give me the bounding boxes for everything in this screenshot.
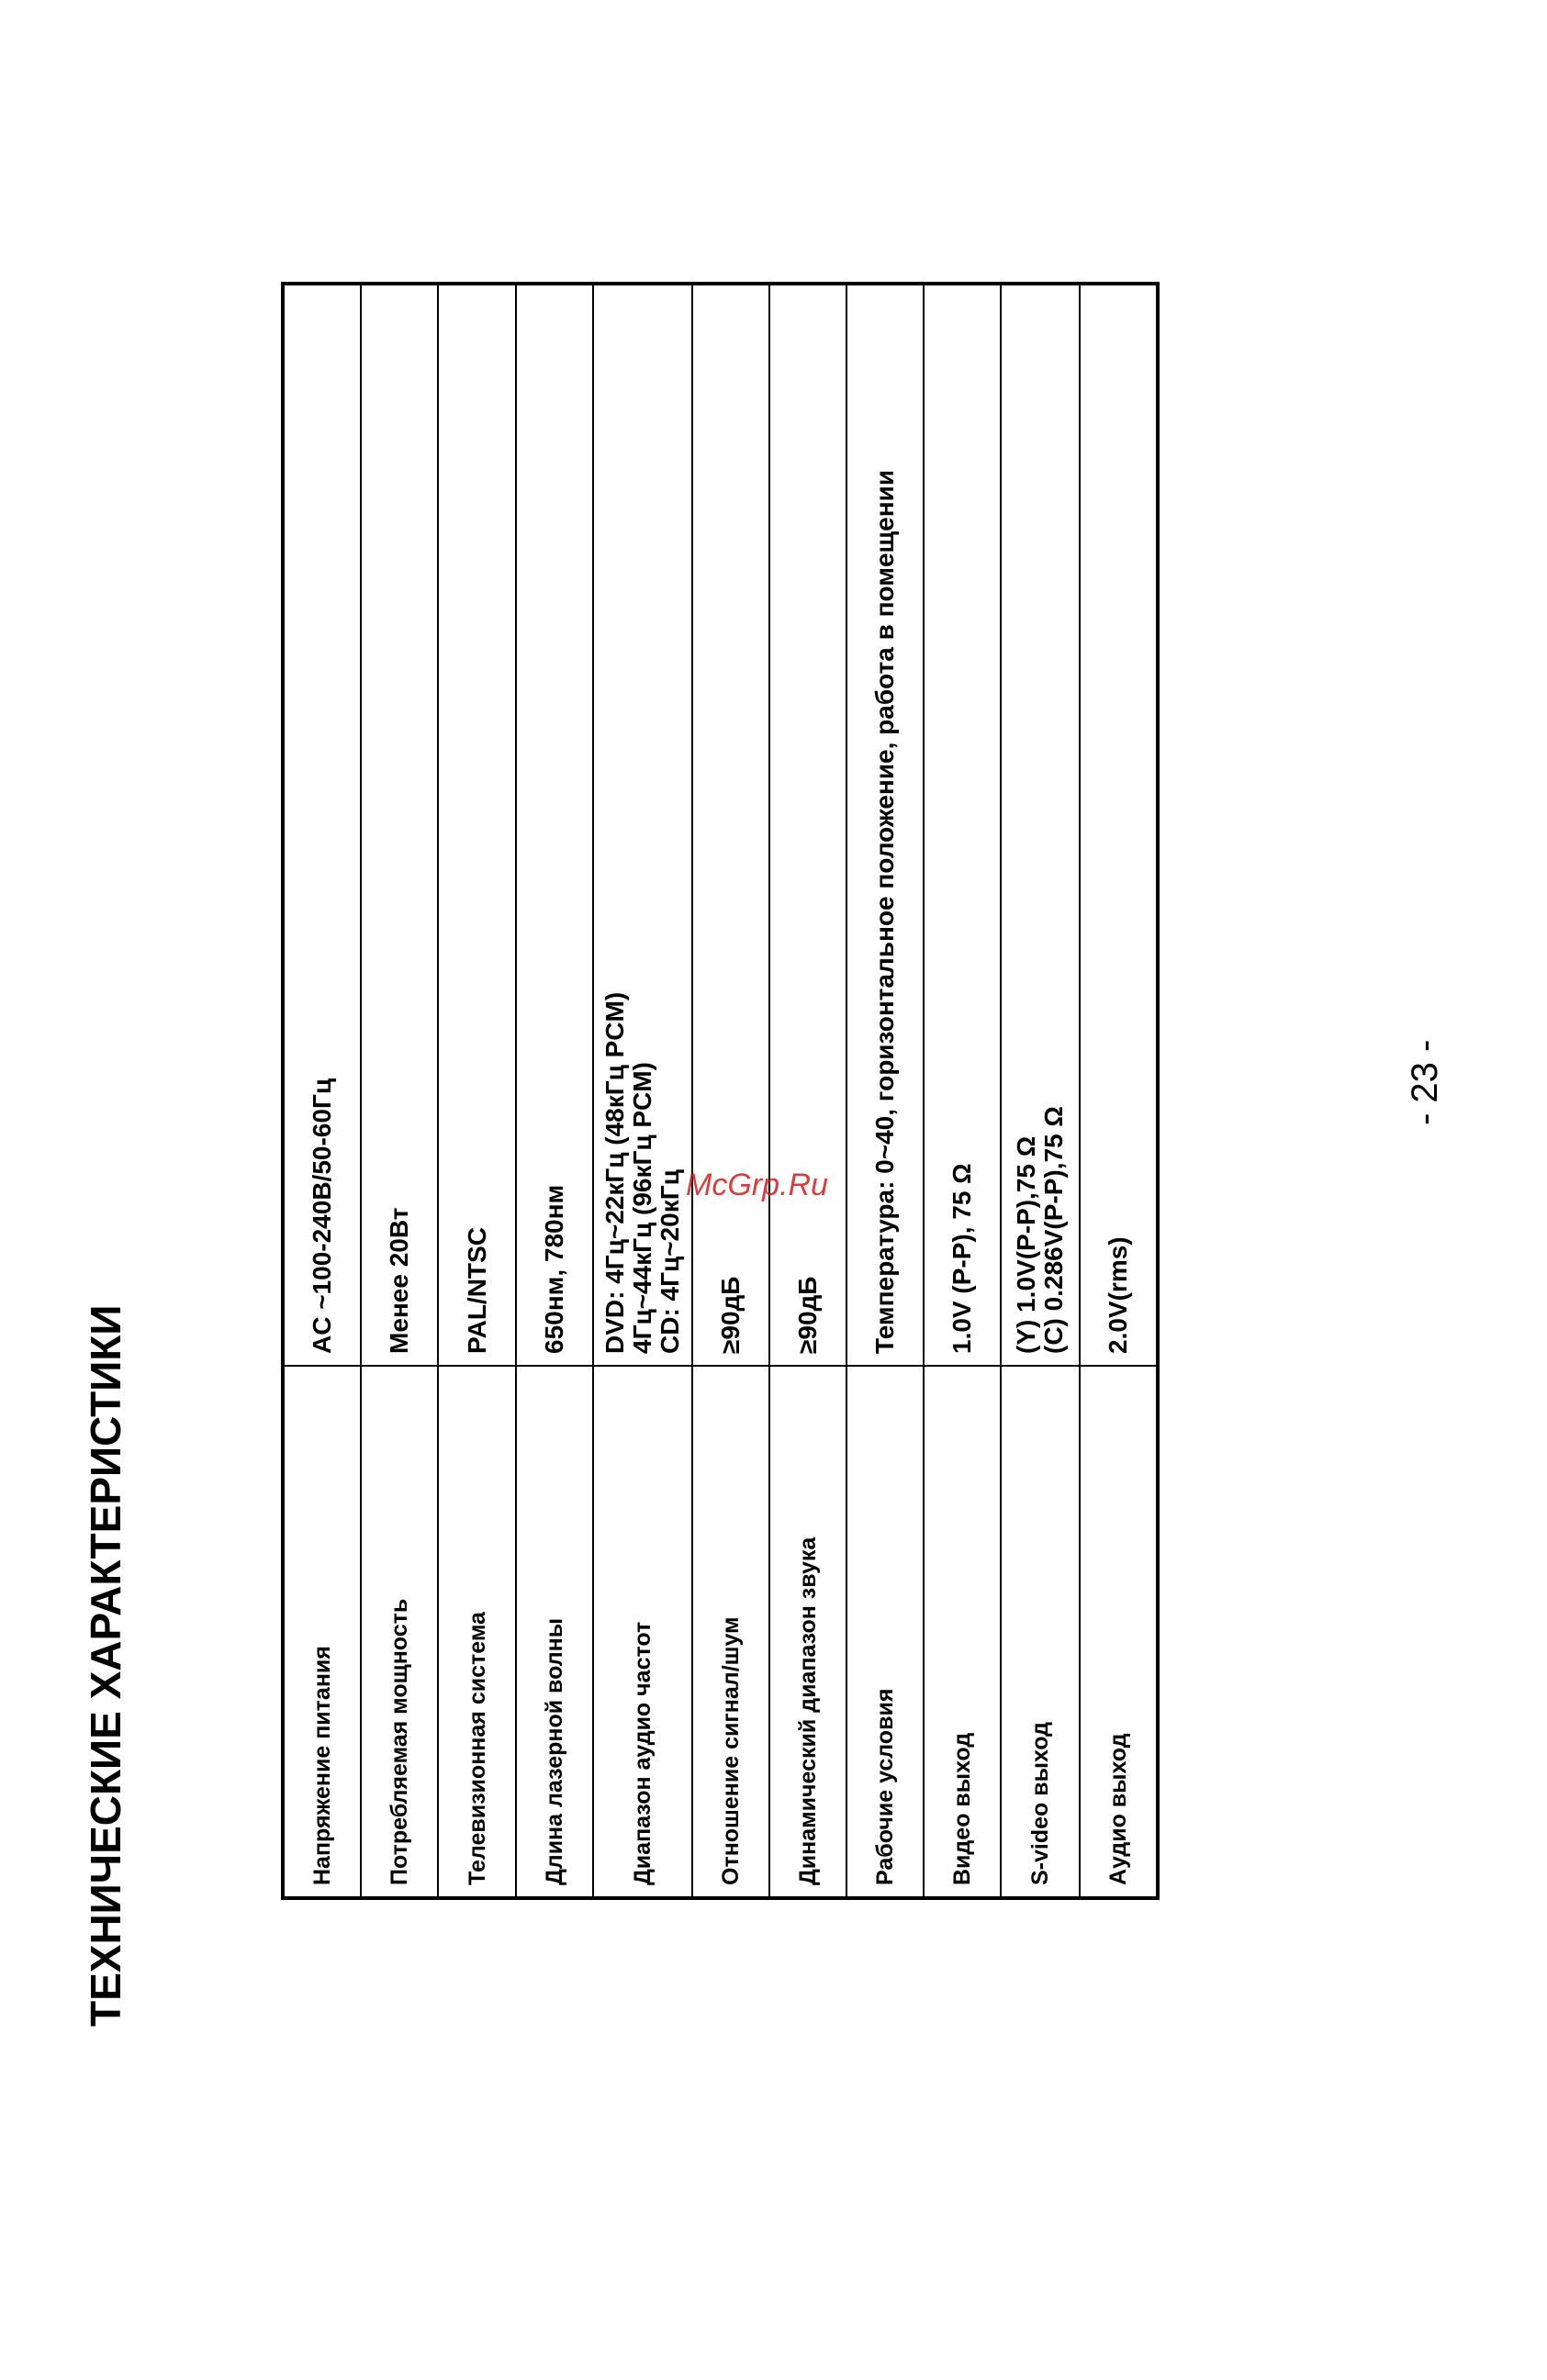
spec-value: PAL/NTSC: [438, 284, 516, 1366]
table-row: [593, 284, 692, 1898]
spec-label: Видео выход: [924, 1366, 1001, 1898]
spec-value: ≥90дБ: [692, 284, 769, 1366]
spec-value-line: (Y) 1.0V(P-P),75 Ω: [1012, 1135, 1040, 1354]
spec-value: [1001, 284, 1080, 1366]
spec-value: ≥90дБ: [769, 284, 846, 1366]
spec-value: AC ~100-240В/50-60Гц: [283, 284, 361, 1366]
spec-label: Рабочие условия: [846, 1366, 924, 1898]
page-number: - 23 -: [1405, 1039, 1445, 1125]
spec-value: 650нм, 780нм: [516, 284, 593, 1366]
spec-value: Температура: 0~40, горизонтальное положение, работа в помещении: [846, 284, 924, 1366]
spec-label: Диапазон аудио частот: [593, 1366, 692, 1898]
spec-label: Динамический диапазон звука: [769, 1366, 846, 1898]
table-row: [516, 284, 593, 1898]
spec-label: Телевизионная система: [438, 1366, 516, 1898]
table-row: [361, 284, 438, 1898]
spec-table: [281, 282, 1160, 1900]
spec-label: Аудио выход: [1080, 1366, 1158, 1898]
spec-value: [593, 284, 692, 1366]
spec-value: 2.0V(rms): [1080, 284, 1158, 1366]
spec-label: Длина лазерной волны: [516, 1366, 593, 1898]
spec-value-line: (C) 0.286V(P-P),75 Ω: [1039, 1106, 1068, 1354]
table-row: [924, 284, 1001, 1898]
spec-label: S-video выход: [1001, 1366, 1080, 1898]
table-row: [438, 284, 516, 1898]
page-title: ТЕХНИЧЕСКИЕ ХАРАКТЕРИСТИКИ: [82, 1304, 129, 2027]
spec-value-line: 4Гц~44кГц (96кГц PCM): [628, 1062, 656, 1354]
spec-label: Потребляемая мощность: [361, 1366, 438, 1898]
spec-label: Отношение сигнал/шум: [692, 1366, 769, 1898]
svg-text:McGrp.Ru: McGrp.Ru: [686, 1168, 828, 1202]
spec-value-line: CD: 4Гц~20кГц: [656, 1169, 684, 1354]
table-row: [1001, 284, 1080, 1898]
table-row: [1080, 284, 1158, 1898]
table-row: [846, 284, 924, 1898]
spec-label: Напряжение питания: [283, 1366, 361, 1898]
table-row: [283, 284, 361, 1898]
table-row: [769, 284, 846, 1898]
spec-value-line: DVD: 4Гц~22кГц (48кГц PCM): [600, 991, 629, 1354]
table-row: [692, 284, 769, 1898]
watermark-logo: [686, 1168, 869, 1204]
spec-value: Менее 20Вт: [361, 284, 438, 1366]
spec-value: 1.0V (P-P), 75 Ω: [924, 284, 1001, 1366]
